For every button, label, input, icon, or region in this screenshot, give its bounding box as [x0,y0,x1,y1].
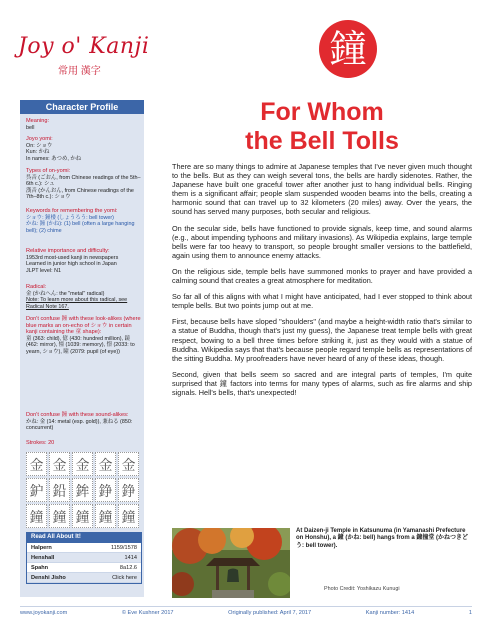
footer-kanji-number: Kanji number: 1414 [365,610,415,616]
read-all-about-it-box [26,532,142,584]
soundalikes-label: Don't confuse 鐘 with these sound-alikes: [26,412,129,418]
logo-text: Joy o' Kanji [18,34,150,59]
soundalikes-section [26,412,142,432]
reference-row [27,573,141,583]
joyo-kanji-logo [18,20,150,80]
keyword-2: かね: 鐘 (かね): (1) bell (often a large hanging bell); (2) chime [26,221,135,234]
stroke-order-grid [26,452,142,528]
stroke-step: 鐘 [49,504,70,528]
lookalikes-label: Don't confuse 鐘 with these look-alikes (where blue marks an on-echo of ショウ in certain kanji containing the 童 shape): [26,316,141,336]
on-yomi-types-section [26,168,142,201]
reference-name: Henshall [31,555,55,561]
radical-value: 金 (かねへん: the "metal" radical) [26,290,105,297]
kun-yomi: Kun: かね [26,149,50,156]
stroke-step: 金 [26,452,47,476]
importance-section [26,248,142,274]
stroke-step: 錚 [118,478,139,502]
lookalikes-section [26,316,142,356]
sidebar-title: Character Profile [20,100,144,114]
meaning-label: Meaning: [26,118,50,124]
strokes-label: Strokes: 20 [26,440,55,446]
stroke-step: 金 [49,452,70,476]
stroke-step: 鉾 [72,478,93,502]
reference-value: 8a12.6 [119,565,137,571]
footer-page-number: 1 [468,610,472,616]
footer-published: Originally published: April 7, 2017 [228,610,312,616]
types-label: Types of on-yomi: [26,168,71,174]
strokes-section [26,440,142,447]
stroke-step: 鐘 [118,504,139,528]
stroke-step: 金 [95,452,116,476]
radical-note-link[interactable]: Note: To learn more about this radical, see Radical Note 167. [26,297,128,310]
title-line-1: For Whom [260,98,384,126]
meaning-value: bell [26,124,35,131]
paragraph: Second, given that bells seem so sacred and are integral parts of temples, I'm quite surprised that 鐘 factors into terms for many types of alarms, such as fire alarms and ship signals. Hell's bells, that's unexpected! [172,369,472,397]
radical-label: Radical: [26,284,47,290]
stroke-step: 鈩 [26,478,47,502]
reference-name: Denshi Jisho [31,575,66,581]
paragraph: So far all of this aligns with what I might have anticipated, had I ever stopped to think about temple bells. But two points jump out at me. [172,292,472,311]
denshi-jisho-link[interactable]: Click here [112,575,137,581]
keyword-1: ショウ: 鐘楼 (しょうろう: bell tower) [26,214,114,221]
read-box-title: Read All About It! [27,533,141,543]
lookalikes-list: 童 (363: child), 億 (430: hundred million), 鏡 (462: mirror), 憧 (1039: memory), 憬 (2033: to yearn, ショウ), 瞳 (2079: pupil (of eye)) [26,335,135,355]
footer-site-link[interactable]: www.joyokanji.com [20,610,68,616]
title-line-2: the Bell Tolls [245,127,399,155]
stroke-step: 金 [72,452,93,476]
article-title [172,98,472,156]
stroke-step: 鉛 [49,478,70,502]
photo-credit: Photo Credit: Yoshikazu Kunugi [324,586,400,592]
reference-name: Halpern [31,545,52,551]
logo-subtitle: 常用 漢字 [58,66,101,77]
footer-copyright: © Eve Kushner 2017 [121,610,174,616]
name-yomi: In names: あつめ, かね [26,155,82,162]
reference-value: 1159/1578 [110,545,137,551]
soundalikes-list: かね: 金 (14: metal (esp. gold)), 兼ねる (850: concurrent) [26,418,133,432]
character-profile-sidebar [20,100,144,597]
importance-label: Relative importance and difficulty: [26,248,110,254]
stroke-step: 鐘 [26,504,47,528]
radical-section [26,284,142,310]
importance-3: JLPT level: N1 [26,267,61,274]
stroke-step: 鐘 [72,504,93,528]
meaning-section [26,118,142,131]
reference-row [27,543,141,553]
reference-row [27,553,141,563]
reference-name: Spahn [31,565,49,571]
yomi-section [26,136,142,162]
paragraph: First, because bells have sloped "shoulders" (and maybe a height-width ratio that's similar to a statue of Buddha, though that's just my guess), the Japanese treat temple bells with great respect, bowing to a bell three times before striking it, just as they would with a statue of Buddha. Wikipedia says that that's because people regard temple bells as representations of the sitting Buddha. My proofreaders have never heard of any of these ideas, though. [172,317,472,363]
temple-photo-illustration [172,528,290,598]
importance-1: 1953rd most-used kanji in newspapers [26,254,119,261]
stroke-step: 金 [118,452,139,476]
stroke-step: 鐘 [95,504,116,528]
stroke-step: 錚 [95,478,116,502]
importance-2: Learned in junior high school in Japan [26,261,117,268]
yomi-label: Joyo yomi: [26,136,53,142]
article-body [172,162,472,404]
type-kan-on: 漢音 (かんおん, from Chinese readings of the 7th–8th c.): ショウ [26,187,134,201]
keywords-label: Keywords for remembering the yomi: [26,208,118,214]
reference-value: 1414 [124,555,137,561]
keywords-section [26,208,142,234]
page-footer [20,606,472,616]
paragraph: On the secular side, bells have functioned to provide signals, keep time, and sound alarms (e.g., about impending typhoons and military invasions). As Wikipedia explains, large temple bells were far too heavy to transport, so people brought smaller versions to the battlefield, again using them to announce enemy attacks. [172,223,472,260]
type-go-on: 呉音 (ごおん, from Chinese readings of the 5th–6th c.): シュ [26,174,141,188]
on-yomi: On: ショウ [26,142,53,149]
paragraph: On the religious side, temple bells have summoned monks to prayer and have provided a calming sound that creates a great atmosphere for meditation. [172,266,472,286]
kanji-badge: 鐘 [319,20,377,78]
photo-caption: At Daizen-ji Temple in Katsunuma (in Yamanashi Prefecture on Honshu), a 鐘 (かね: bell) hangs from a 鐘撞堂 (かねつきどう: bell tower). [296,528,468,549]
reference-row [27,563,141,573]
temple-bell-photo [172,528,290,598]
paragraph: There are so many things to admire at Japanese temples that I've never given much thought to the bells. But as they can weigh several tons, the bells are hardly sidenotes. Rather, the Japanese have built one graceful tower after another just to hang individual bells. Ringing them is a significant affair; people slam suspended wooden beams into the bells, creating a harmonic sound that can travel up to 32 kilometers (20 miles) away. Over the years, the sound has served many purposes, both secular and religious. [172,162,472,217]
